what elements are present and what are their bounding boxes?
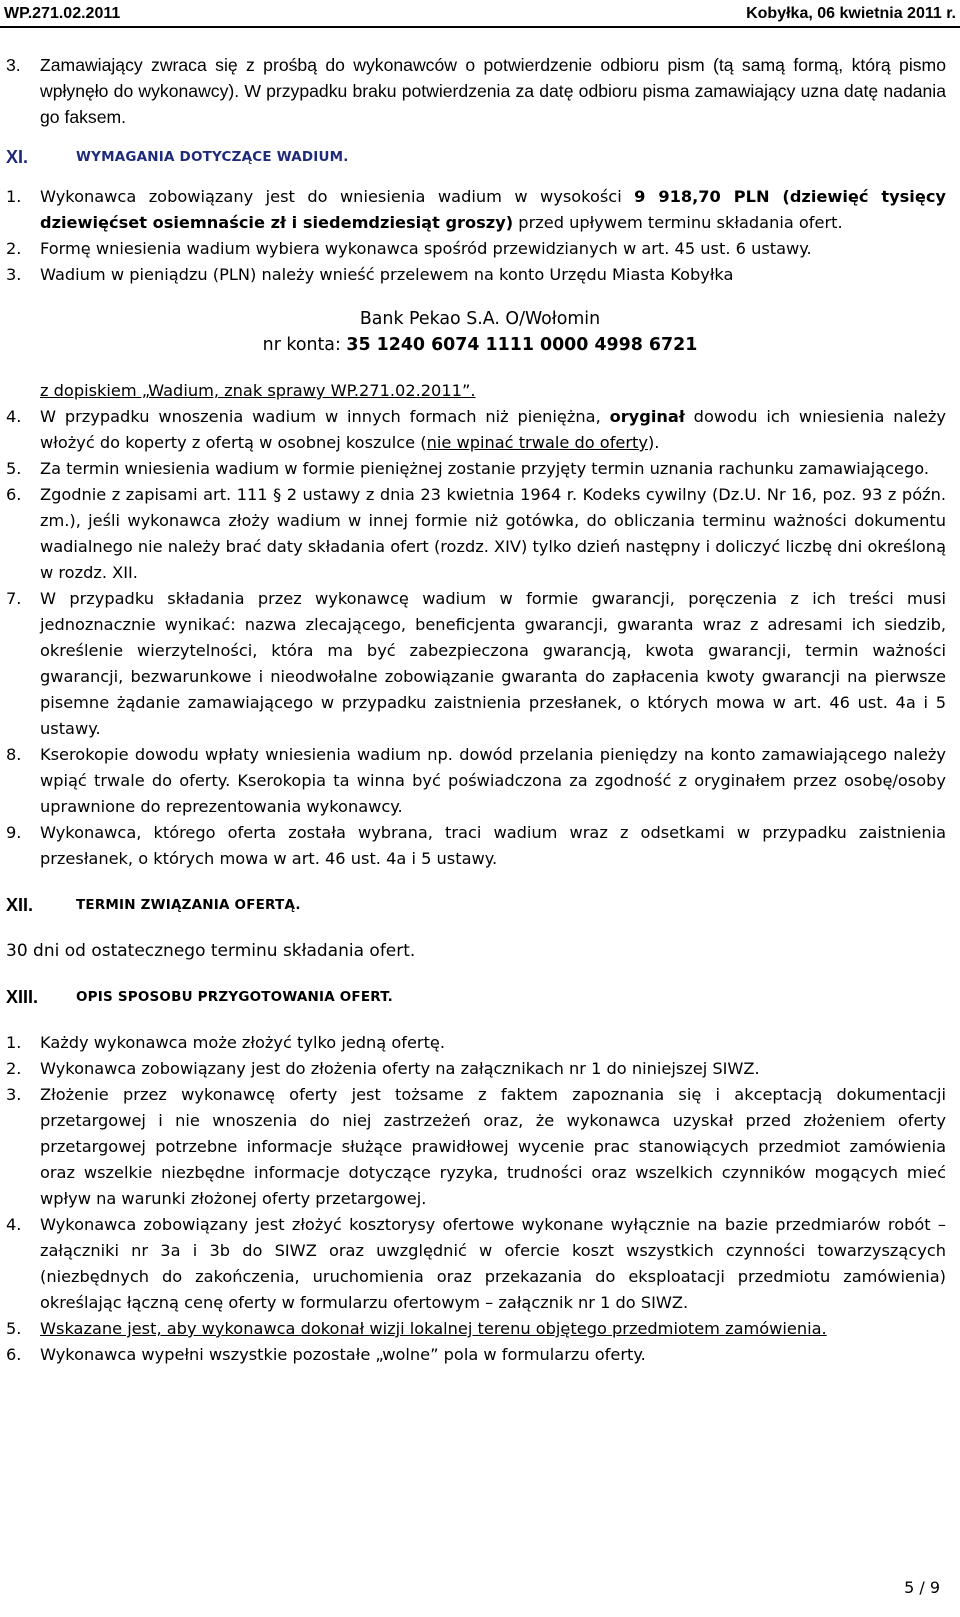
item-number: 4. [6,1215,22,1234]
page-number: 5 / 9 [904,1578,940,1597]
item-number: 9. [6,823,22,842]
item-text-mid: dowodu ich wniesienia należy włożyć do koperty z ofertą w osobnej koszulce ( [40,407,946,452]
item-number: 1. [6,1033,22,1052]
item-text: Formę wniesienia wadium wybiera wykonawca spośród przewidzianych w art. 45 ust. 6 ustawy. [40,239,812,258]
section-number: XIII. [6,987,39,1007]
item-number: 3. [6,55,21,75]
transfer-note: z dopiskiem „Wadium, znak sprawy WP.271.02.2011”. [40,381,476,400]
page-header [0,0,960,26]
list-item [0,1030,960,1056]
intro-item [0,52,960,130]
list-item [0,184,960,236]
item-number: 7. [6,589,22,608]
section-heading-xi [0,144,960,170]
section-heading-xiii [0,984,960,1010]
list-item [0,820,960,872]
item-text: Za termin wniesienia wadium w formie pieniężnej zostanie przyjęty termin uznania rachunku zamawiającego. [40,459,930,478]
bank-name: Bank Pekao S.A. O/Wołomin [359,309,601,329]
section-number: XI. [6,147,29,167]
item-text: Wadium w pieniądzu (PLN) należy wnieść przelewem na konto Urzędu Miasta Kobyłka [40,265,734,284]
list-item [0,1056,960,1082]
account-label: nr konta: [262,335,347,355]
section-title: TERMIN ZWIĄZANIA OFERTĄ. [76,897,301,913]
item-text: Wykonawca wypełni wszystkie pozostałe „wolne” pola w formularzu oferty. [40,1345,646,1364]
item-number: 3. [6,265,22,284]
list-item [0,586,960,742]
item-text: W przypadku składania przez wykonawcę wadium w formie gwarancji, poręczenia z ich treści musi jednoznacznie wynikać: nazwa zlecającego, beneficjenta gwarancji, gwaranta wraz z adresami ich siedzib, określenie wierzytelności, która ma być zabezpieczona gwarancją, kwota gwarancji, termin ważności gwarancji, bezwarunkowe i nieodwołalne zobowiązanie gwaranta do zapłacenia kwoty gwarancji na pierwsze pisemne żądanie zamawiającego w przypadku zaistnienia przesłanek, o których mowa w art. 46 ust. 4a i 5 ustawy. [40,589,946,738]
section-title: OPIS SPOSOBU PRZYGOTOWANIA OFERT. [76,989,393,1005]
item-text: Wykonawca zobowiązany jest do wniesienia wadium w wysokości [40,187,635,206]
item-number: 6. [6,1345,22,1364]
wadium-amount: 9 918,70 PLN (dziewięć tysięcy dziewięćset osiemnaście zł i siedemdziesiąt groszy) [40,187,946,232]
underlined-note: nie wpinać trwale do oferty [426,433,648,452]
item-number: 1. [6,187,22,206]
bank-account [0,332,960,358]
section-title: WYMAGANIA DOTYCZĄCE WADIUM. [76,149,349,165]
list-item [0,456,960,482]
header-date: Kobyłka, 06 kwietnia 2011 r. [746,5,956,22]
item-text-end: przed upływem terminu składania ofert. [513,213,843,232]
item-number: 6. [6,485,22,504]
original-keyword: oryginał [609,407,685,426]
item-text: Wykonawca zobowiązany jest do złożenia oferty na załącznikach nr 1 do niniejszej SIWZ. [40,1059,760,1078]
document-body [0,52,960,1368]
item-number: 8. [6,745,22,764]
item-number: 3. [6,1085,22,1104]
account-number: 35 1240 6074 1111 0000 4998 6721 [346,335,698,355]
list-item [0,1316,960,1342]
item-text: Wskazane jest, aby wykonawca dokonał wizji lokalnej terenu objętego przedmiotem zamówienia. [40,1319,827,1338]
item-number: 5. [6,1319,22,1338]
item-text: Złożenie przez wykonawcę oferty jest tożsame z faktem zapoznania się i akceptacją dokumentacji przetargowej i nie wnoszenia do niej zastrzeżeń oraz, że wykonawca uzyskał przed złożeniem oferty przetargowej potrzebne informacje służące prawidłowej wycenie prac stanowiących przedmiot zamówienia oraz wszelkie niezbędne informacje dotyczące ryzyka, trudności oraz wszelkich czynników mogących mieć wpływ na warunki złożonej oferty przetargowej. [40,1085,946,1208]
item-text: Każdy wykonawca może złożyć tylko jedną ofertę. [40,1033,446,1052]
item-text: Wykonawca zobowiązany jest złożyć kosztorysy ofertowe wykonane wyłącznie na bazie przedmiarów robót – załączniki nr 3a i 3b do SIWZ oraz uwzględnić w ofercie koszt wszystkich czynności towarzyszących (niezbędnych do zakończenia, uruchomienia oraz przekazania do eksploatacji przedmiotu zamówienia) określając łączną cenę oferty w formularzu ofertowym – załącznik nr 1 do SIWZ. [40,1215,946,1312]
list-item [0,1212,960,1316]
item-text: Wykonawca, którego oferta została wybrana, traci wadium wraz z odsetkami w przypadku zaistnienia przesłanek, o których mowa w art. 46 ust. 4a i 5 ustawy. [40,823,946,868]
item-number: 2. [6,239,22,258]
list-item [0,1342,960,1368]
section-heading-xii [0,892,960,918]
list-item [0,236,960,262]
item-number: 2. [6,1059,22,1078]
list-item [0,742,960,820]
header-reference: WP.271.02.2011 [4,5,121,22]
item-text: Kserokopie dowodu wpłaty wniesienia wadium np. dowód przelania pieniędzy na konto zamawiającego należy wpiąć trwale do oferty. Kserokopia ta winna być poświadczona za zgodność z oryginałem przez osobę/osoby uprawnione do reprezentowania wykonawcy. [40,745,946,816]
list-item [0,404,960,456]
section-number: XII. [6,895,34,915]
item-number: 5. [6,459,22,478]
list-item [0,482,960,586]
list-item [0,1082,960,1212]
item-text: W przypadku wnoszenia wadium w innych formach niż pieniężna, [40,407,610,426]
item-number: 4. [6,407,22,426]
header-divider [0,26,960,28]
item-text: Zgodnie z zapisami art. 111 § 2 ustawy z dnia 23 kwietnia 1964 r. Kodeks cywilny (Dz.U. Nr 16, poz. 93 z późn. zm.), jeśli wykonawca złoży wadium w innej formie niż gotówka, do obliczania terminu ważności dokumentu wadialnego nie należy brać daty składania ofert (rozdz. XIV) tylko dzień następny i doliczyć liczbę dni określoną w rozdz. XII. [40,485,946,582]
item-text-end: ). [647,433,660,452]
list-item [0,262,960,288]
binding-period-text: 30 dni od ostatecznego terminu składania ofert. [6,941,416,961]
item-text: Zamawiający zwraca się z prośbą do wykonawców o potwierdzenie odbioru pism (tą samą formą, którą pismo wpłynęło do wykonawcy). W przypadku braku potwierdzenia za datę odbioru pisma zamawiający uzna datę nadania go faksem. [40,55,946,127]
